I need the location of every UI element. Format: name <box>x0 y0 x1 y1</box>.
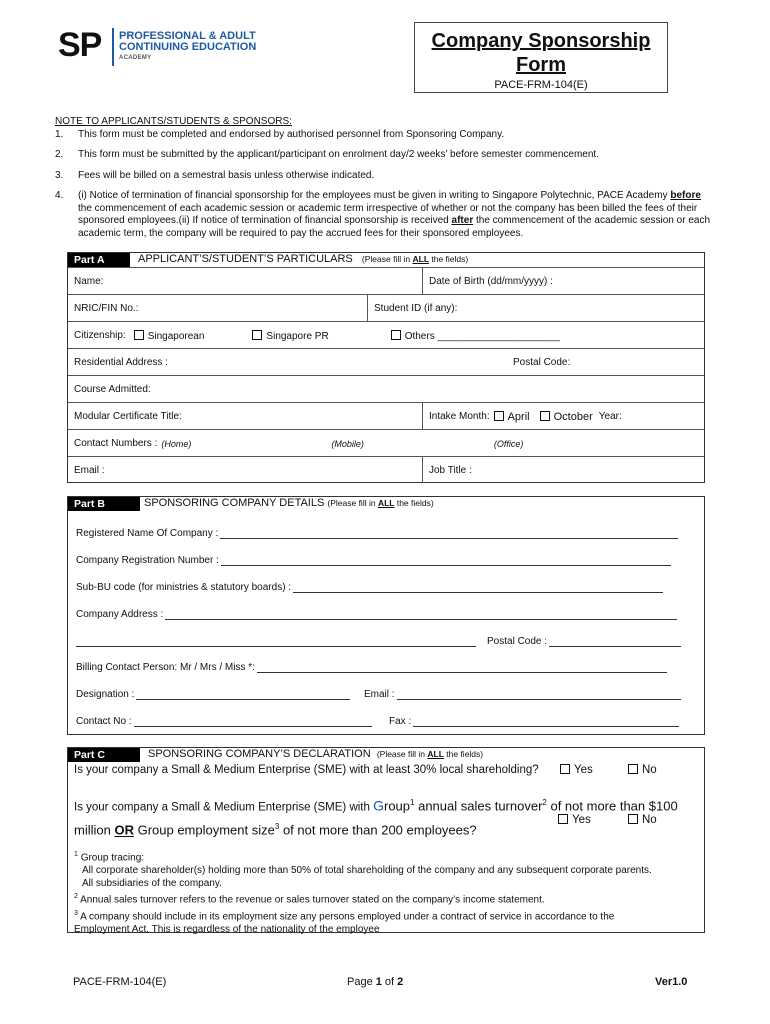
footnote-2: $^2$ Annual sales turnover refers to the revenue or sales turnover stated on the company’s income statement. <box>74 893 545 906</box>
dob-field[interactable]: Date of Birth (dd/mm/yyyy) : <box>429 276 553 287</box>
footnote-3: $^3$ A company should include in its employment size any persons employed under a contract of service in accordance to the <box>74 909 615 922</box>
logo-line-3: ACADEMY <box>119 55 152 61</box>
row-citizenship <box>68 321 704 349</box>
note-item: 3. Fees will be billed on a semestral basis unless otherwise indicated. <box>55 169 375 181</box>
company-email-field[interactable]: Email : <box>364 689 681 700</box>
company-address-line-2[interactable] <box>76 636 476 647</box>
logo-line-1: PROFESSIONAL & ADULT <box>119 30 256 42</box>
student-id-field[interactable]: Student ID (if any): <box>374 303 458 314</box>
footnote-1a: All corporate shareholder(s) holding more than 50% of total shareholding of the company and any subsequent corporate parents. <box>82 865 652 877</box>
citizenship-field: Citizenship: Singaporean Singapore PR Others ______________________ <box>74 330 560 342</box>
q1-no-option[interactable]: No <box>628 764 657 776</box>
footer-form-code: PACE-FRM-104(E) <box>73 976 167 988</box>
name-field[interactable]: Name: <box>74 276 104 287</box>
registered-name-field[interactable]: Registered Name Of Company : <box>76 528 678 539</box>
contact-numbers-field: Contact Numbers : (Home) (Mobile) (Office) <box>74 438 524 449</box>
footnote-1b: All subsidiaries of the company. <box>82 878 222 890</box>
course-field[interactable]: Course Admitted: <box>74 384 151 395</box>
billing-contact-field[interactable]: Billing Contact Person: Mr / Mrs / Miss *: <box>76 662 667 673</box>
email-field[interactable]: Email : <box>74 464 105 476</box>
postal-code-field[interactable]: Postal Code: <box>513 357 571 368</box>
row-course <box>68 375 704 403</box>
part-a-label: Part A <box>68 253 130 267</box>
singaporean-checkbox[interactable] <box>134 330 144 340</box>
note-item: 2. This form must be submitted by the applicant/participant on enrolment day/2 weeks’ before semester commencement. <box>55 149 599 160</box>
registration-number-field[interactable]: Company Registration Number : <box>76 555 671 566</box>
company-address-field[interactable]: Company Address : <box>76 609 677 620</box>
october-checkbox[interactable] <box>540 411 550 421</box>
company-postal-code-field[interactable]: Postal Code : <box>487 636 681 647</box>
part-c-title: SPONSORING COMPANY’S DECLARATION (Please fill in ALL the fields) <box>148 748 484 760</box>
row-modular-intake <box>68 402 704 430</box>
home-phone-field[interactable]: (Home) <box>161 438 192 449</box>
others-checkbox[interactable] <box>391 330 401 340</box>
sp-logo: SP <box>58 26 102 64</box>
row-email-job <box>68 456 704 483</box>
part-b-label: Part B <box>68 497 140 511</box>
year-field[interactable]: Year: <box>598 411 622 422</box>
mobile-phone-field[interactable]: (Mobile) <box>331 438 364 449</box>
part-b-title: SPONSORING COMPANY DETAILS (Please fill in ALL the fields) <box>144 497 434 509</box>
sub-bu-code-field[interactable]: Sub-BU code (for ministries & statutory boards) : <box>76 582 663 593</box>
modular-title-field[interactable]: Modular Certificate Title: <box>74 411 182 422</box>
footnote-1: $^1$ Group tracing: <box>74 851 145 864</box>
notes-heading: NOTE TO APPLICANTS/STUDENTS & SPONSORS: <box>55 116 292 127</box>
row-address <box>68 348 704 376</box>
row-contact <box>68 429 704 457</box>
singapore-pr-checkbox[interactable] <box>252 330 262 340</box>
footnotes <box>74 848 704 936</box>
part-c-label: Part C <box>68 748 140 762</box>
note-item: 1. This form must be completed and endorsed by authorised personnel from Sponsoring Company. <box>55 128 505 140</box>
fax-field[interactable]: Fax : <box>389 716 679 727</box>
others-field[interactable]: Others ______________________ <box>404 330 560 342</box>
job-title-field[interactable]: Job Title : <box>429 464 472 476</box>
sme-shareholding-question: Is your company a Small & Medium Enterprise (SME) with at least 30% local shareholding? <box>74 764 539 776</box>
form-title-box <box>414 22 668 93</box>
academy-name <box>119 31 256 64</box>
note-item: 4. (i) Notice of termination of financial sponsorship for the employees must be given in writing to Singapore Polytechnic, PACE Academy before the commencement of each academic session or academic term irrespective of whether or not the company has been billed the fees of their sponsored employees.(ii) If notice of termination of financial sponsorship is received after the commencement of the academic session or each academic term, the company will be required to pay the accrued fees for their sponsored employees. <box>55 190 711 239</box>
nric-field[interactable]: NRIC/FIN No.: <box>74 303 139 314</box>
logo-line-2: CONTINUING EDUCATION <box>119 41 257 53</box>
form-title: Company Sponsorship Form <box>431 30 651 76</box>
designation-field[interactable]: Designation : <box>76 689 350 700</box>
logo-divider <box>112 28 114 66</box>
contact-no-field[interactable]: Contact No : <box>76 716 372 727</box>
part-a-section <box>67 252 705 483</box>
intake-month-field: Intake Month: April October Year: <box>429 410 622 423</box>
sme-turnover-question: Is your company a Small & Medium Enterprise (SME) with Group$^1$ annual sales turnover$^2$ of not more than $100 million OR Group employment size$^3$ of not more than 200 employees? <box>74 797 678 838</box>
notes-section <box>55 116 715 240</box>
q2-yes-option[interactable]: Yes <box>558 814 591 826</box>
footnote-3b: Employment Act. This is regardless of the nationality of the employee <box>74 923 380 935</box>
row-name-dob <box>68 267 704 295</box>
office-phone-field[interactable]: (Office) <box>493 438 524 449</box>
q1-yes-option[interactable]: Yes <box>560 764 593 776</box>
row-nric-student-id <box>68 294 704 322</box>
q2-no-option[interactable]: No <box>628 814 657 826</box>
page-number: Page 1 of 2 <box>347 976 404 988</box>
address-field[interactable]: Residential Address : <box>74 357 168 368</box>
version-label: Ver1.0 <box>655 976 688 988</box>
part-a-title: APPLICANT’S/STUDENT’S PARTICULARS (Please fill in ALL the fields) <box>138 253 469 265</box>
april-checkbox[interactable] <box>494 411 504 421</box>
form-code: PACE-FRM-104(E) <box>494 79 588 91</box>
